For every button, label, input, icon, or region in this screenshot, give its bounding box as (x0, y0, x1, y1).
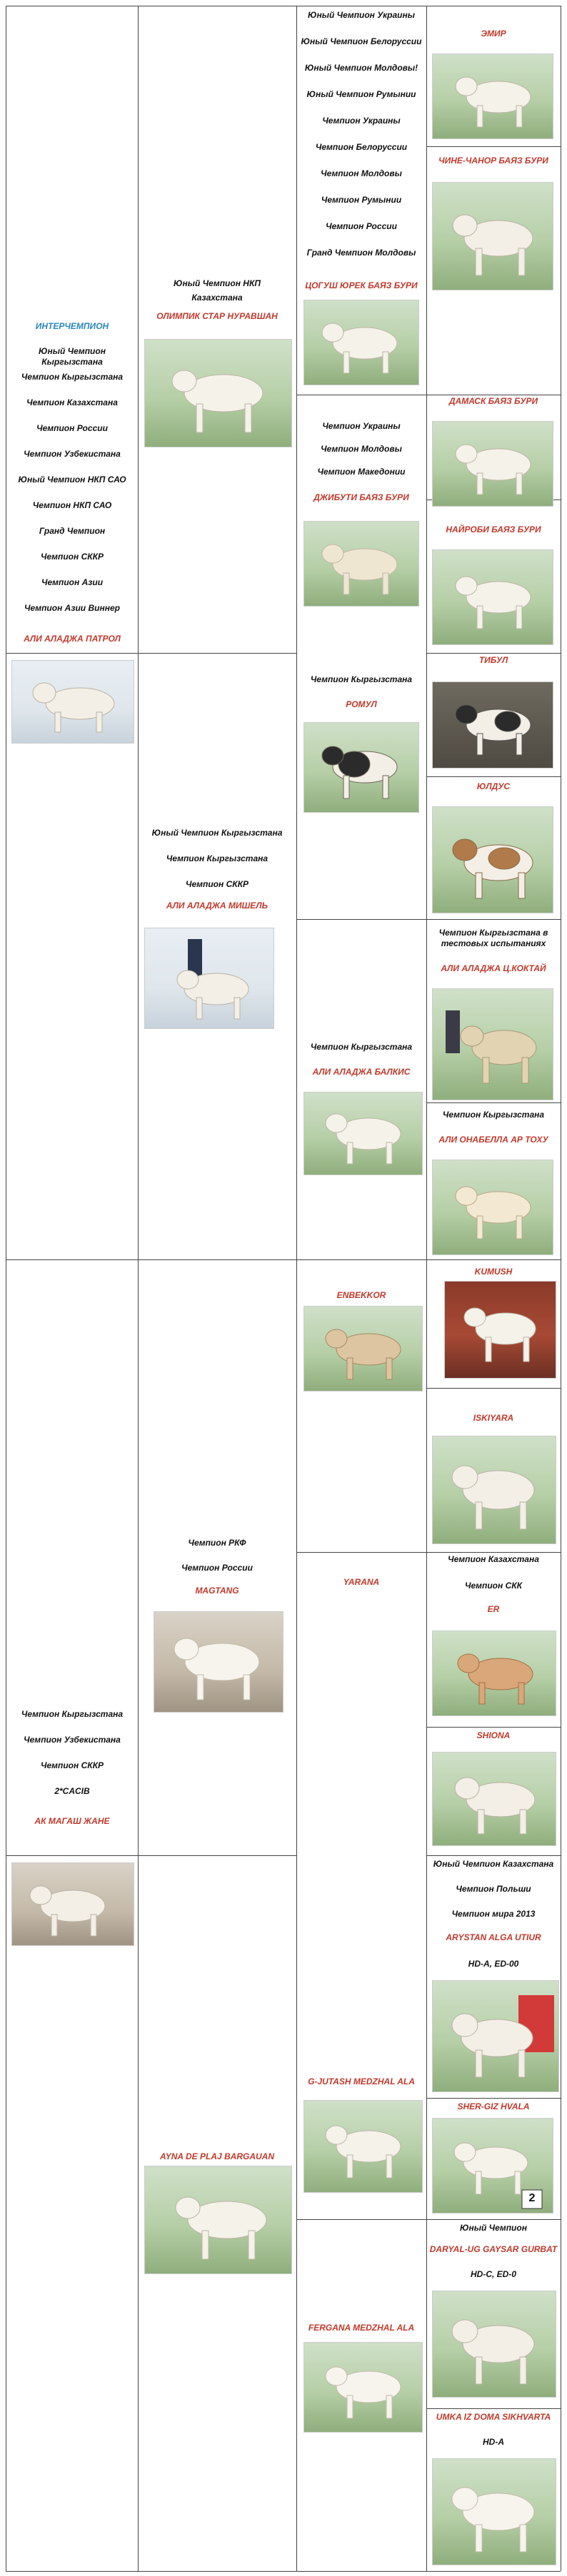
title-line: Чемпион Украины (322, 116, 401, 126)
dog-name: SHIONA (476, 1730, 511, 1740)
dog-photo (432, 182, 553, 290)
title-line: Чемпион СККР (40, 1760, 104, 1770)
title-line: Юный Чемпион Кыргызстана (39, 346, 106, 367)
title-line: Чемпион НКП САО (32, 500, 112, 510)
dog-name: АЛИ АЛАДЖА МИШЕЛЬ (166, 901, 269, 911)
grid-line (6, 2571, 561, 2572)
dog-name: YARANA (343, 1577, 380, 1587)
grid-line (426, 2098, 561, 2099)
title-line: Чемпион Молдовы (321, 444, 402, 454)
title-line: Чемпион Македонии (317, 467, 406, 477)
dog-photo (11, 660, 134, 744)
dog-name: ЮЛДУС (476, 781, 511, 791)
title-line: Чемпион Кыргызстана (442, 1110, 545, 1120)
dog-photo (432, 1752, 556, 1846)
title-line: Чемпион Румынии (321, 195, 402, 205)
dog-photo (432, 1160, 553, 1255)
grid-line (6, 1855, 138, 1856)
title-line: Чемпион СККР (185, 879, 249, 889)
title-line: Чемпион Казахстана (26, 397, 118, 407)
title-line: Юный Чемпион Белоруссии (301, 36, 422, 46)
grid-line (426, 776, 561, 777)
dog-name: KUMUSH (474, 1267, 513, 1277)
grid-line (296, 2219, 426, 2220)
title-line: Юный Чемпион НКП САО (18, 475, 126, 485)
title-line: Чемпион Кыргызстана (310, 1042, 413, 1052)
dog-photo (432, 421, 553, 507)
dog-name: НАЙРОБИ БАЯЗ БУРИ (446, 524, 541, 534)
grid-line (296, 1552, 426, 1553)
dog-name: G-JUTASH MEDZHAL ALA (308, 2076, 415, 2086)
dog-name: ТИБУЛ (478, 655, 508, 665)
dog-name: РОМУЛ (346, 699, 377, 709)
grid-line (426, 653, 561, 654)
title-line: Юный Чемпион Казахстана (433, 1859, 554, 1869)
dog-photo (303, 722, 419, 813)
dog-name: ДАМАСК БАЯЗ БУРИ (448, 396, 538, 406)
dog-photo (303, 300, 419, 385)
title-line: Чемпион СККР (40, 552, 104, 562)
title-line: Гранд Чемпион (39, 526, 106, 536)
health-line: HD-C, ED-0 (470, 2269, 516, 2279)
dog-photo (303, 2342, 423, 2433)
grid-line (426, 2408, 561, 2409)
title-line: Юный Чемпион Румынии (306, 89, 416, 99)
grid-line (296, 919, 426, 920)
dog-photo (432, 2458, 556, 2565)
title-line: Гранд Чемпион Молдовы (306, 248, 416, 258)
dog-name: ОЛИМПИК СТАР НУРАВШАН (156, 311, 278, 321)
grid-line (426, 1259, 561, 1260)
dog-photo (144, 2166, 292, 2274)
title-line: Юный Чемпион Кыргызстана (151, 828, 283, 838)
title-line: Чемпион Кыргызстана (310, 674, 413, 684)
grid-line (426, 919, 561, 920)
title-interchampion: ИНТЕРЧЕМПИОН (35, 321, 109, 331)
dog-name: ЧИНЕ-ЧАНОР БАЯЗ БУРИ (438, 156, 548, 166)
dog-name: AYNA DE PLAJ BARGAUAN (159, 2151, 274, 2161)
dog-photo (444, 1281, 556, 1379)
title-line: Чемпион Польши (456, 1884, 531, 1894)
dog-photo (144, 339, 292, 447)
title-line: Юный Чемпион Молдовы! (304, 63, 418, 73)
dog-photo (303, 1306, 423, 1391)
grid-line (426, 1388, 561, 1389)
grid-line (426, 2219, 561, 2220)
ring-number: 2 (528, 2192, 536, 2204)
dog-name: ENBEKKOR (336, 1290, 386, 1300)
title-line: Чемпион Узбекистана (24, 1735, 121, 1745)
title-line: 2*CACIB (54, 1786, 90, 1796)
title-line: Чемпион Узбекистана (24, 449, 121, 459)
dog-photo (432, 2291, 556, 2398)
dog-photo (432, 1631, 556, 1716)
title-line: Юный Чемпион Украины (307, 10, 416, 20)
grid-line (426, 1552, 561, 1553)
dog-name: АК МАГАШ ЖАНЕ (34, 1816, 110, 1826)
dog-photo (432, 2118, 553, 2214)
dog-name: SHER-GIZ HVALA (457, 2101, 530, 2111)
dog-photo (432, 1436, 556, 1544)
dog-name: FERGANA MEDZHAL ALA (308, 2323, 415, 2333)
title-line: Чемпион Молдовы (321, 168, 402, 178)
dog-name: АЛИ АЛАДЖА ПАТРОЛ (24, 634, 121, 644)
dog-photo (303, 1092, 423, 1175)
grid-line (138, 653, 296, 654)
grid-line (296, 6, 297, 2571)
title-line: Чемпион России (36, 423, 108, 433)
dog-name: ДЖИБУТИ БАЯЗ БУРИ (313, 492, 409, 502)
grid-line (426, 1855, 561, 1856)
dog-photo (432, 549, 553, 645)
title-line: Чемпион Кыргызстана в тестовых испытаниях (438, 928, 548, 948)
dog-name: MAGTANG (195, 1586, 239, 1596)
dog-name: ER (487, 1604, 500, 1614)
health-line: HD-A (483, 2437, 504, 2447)
health-line: HD-A, ED-00 (468, 1959, 519, 1969)
title-line: Чемпион Кыргызстана (166, 853, 269, 863)
dog-photo (303, 2100, 423, 2193)
title-line: Чемпион Кыргызстана (21, 372, 124, 382)
dog-name: АЛИ ОНАБЕЛЛА АР ТОХУ (438, 1135, 548, 1145)
title-line: Чемпион Казахстана (448, 1554, 539, 1564)
dog-photo (432, 681, 553, 769)
dog-photo (11, 1862, 134, 1946)
grid-line (426, 1102, 561, 1103)
title-line: Чемпион Украины (322, 421, 401, 431)
title-line: Чемпион России (326, 221, 397, 231)
title-line: Чемпион СКК (464, 1581, 523, 1591)
title-line: Чемпион Кыргызстана (21, 1709, 124, 1719)
dog-name: АЛИ АЛАДЖА БАЛКИС (312, 1067, 411, 1077)
title-line: Чемпион Азии (41, 577, 104, 587)
title-line: Чемпион Белоруссии (315, 142, 408, 152)
grid-line (6, 653, 138, 654)
dog-name: АЛИ АЛАДЖА Ц.КОКТАЙ (441, 963, 546, 973)
dog-photo (303, 521, 419, 607)
dog-name: ЦОГУШ ЮРЕК БАЯЗ БУРИ (305, 280, 418, 290)
dog-name: ЭМИР (481, 29, 506, 39)
title-line: Чемпион Азии Виннер (24, 603, 120, 613)
dog-photo (154, 1611, 284, 1713)
dog-photo (144, 928, 274, 1029)
dog-name: ARYSTAN ALGA UTIUR (446, 1932, 541, 1942)
title-line: Чемпион РКФ (188, 1538, 246, 1548)
dog-name: ISKIYARA (473, 1413, 514, 1423)
grid-line (426, 1727, 561, 1728)
grid-line (426, 6, 427, 2571)
dog-name: DARYAL-UG GAYSAR GURBAT (429, 2244, 558, 2254)
dog-name: UMKA IZ DOMA SIKHVARTA (436, 2412, 551, 2422)
title-line: Юный Чемпион НКП (174, 278, 261, 288)
title-line: Казахстана (191, 293, 243, 303)
grid-line (426, 146, 561, 147)
dog-photo (432, 988, 553, 1100)
title-line: Чемпион мира 2013 (451, 1909, 536, 1919)
dog-photo (432, 1980, 559, 2092)
title-line: Юный Чемпион (460, 2223, 527, 2233)
dog-photo (432, 54, 553, 139)
dog-photo (432, 806, 553, 913)
grid-line (138, 1855, 296, 1856)
grid-line (138, 6, 139, 2571)
title-line: Чемпион России (181, 1563, 253, 1573)
